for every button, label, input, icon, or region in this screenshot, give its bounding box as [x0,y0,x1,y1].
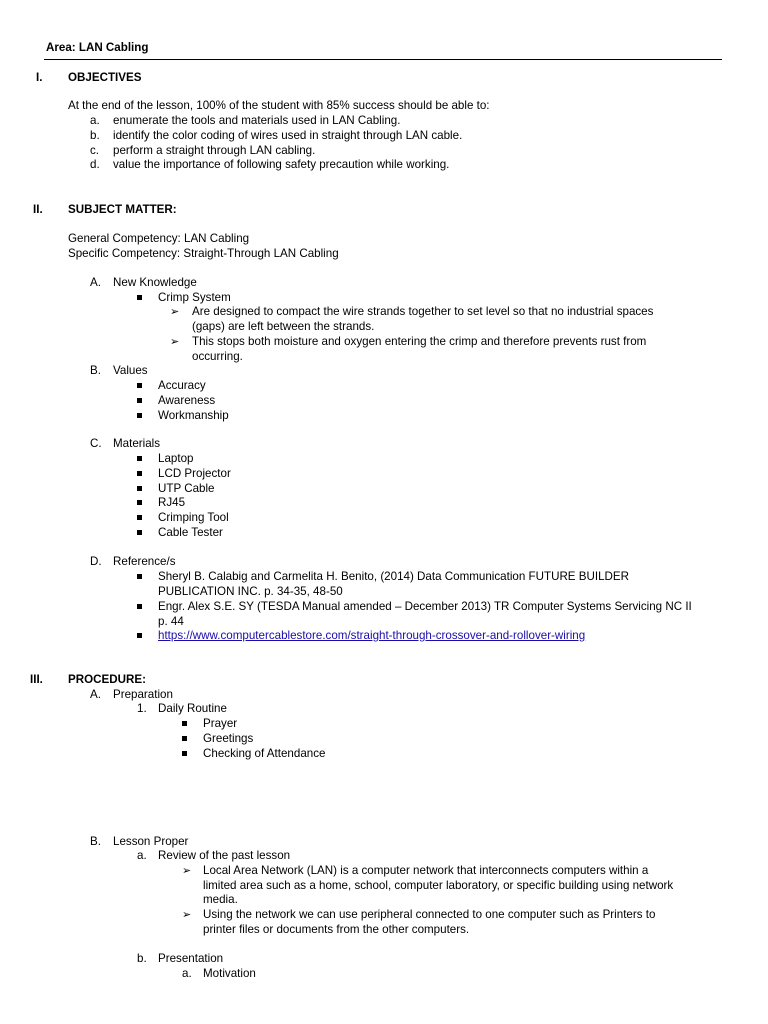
crimp-system-label: Crimp System [158,291,231,304]
square-bullet-icon [137,574,142,579]
presentation-label: Presentation [158,952,224,965]
review-point-line: printer files or documents from the other computers. [203,923,470,936]
subsection-marker: B. [90,835,101,848]
material-item: UTP Cable [158,482,215,495]
value-item: Accuracy [158,379,206,392]
reference-line: Engr. Alex S.E. SY (TESDA Manual amended – December 2013) TR Computer Systems Servicing NC II [158,600,692,613]
subsection-marker: A. [90,688,101,701]
value-item: Workmanship [158,409,229,422]
step-marker: a. [182,967,192,980]
subsection-marker: C. [90,437,102,450]
reference-link[interactable]: https://www.computercablestore.com/straight-through-crossover-and-rollover-wiring [158,629,586,642]
header-rule [44,59,722,60]
material-item: Cable Tester [158,526,223,539]
section-number-procedure: III. [30,673,43,686]
square-bullet-icon [137,295,142,300]
review-label: Review of the past lesson [158,849,291,862]
subsection-marker: B. [90,364,101,377]
arrow-bullet-icon: ➢ [170,335,180,348]
review-point-line: Local Area Network (LAN) is a computer network that interconnects computers within a [203,864,649,877]
objective-marker: a. [90,114,100,127]
objective-item: enumerate the tools and materials used in LAN Cabling. [113,114,401,127]
specific-competency: Specific Competency: Straight-Through LAN Cabling [68,247,339,260]
subject-heading: SUBJECT MATTER: [68,203,177,216]
review-point-line: media. [203,893,238,906]
routine-item: Prayer [203,717,238,730]
square-bullet-icon [182,736,187,741]
square-bullet-icon [137,383,142,388]
motivation-label: Motivation [203,967,256,980]
arrow-bullet-icon: ➢ [182,864,192,877]
daily-routine-label: Daily Routine [158,702,227,715]
material-item: Laptop [158,452,194,465]
review-point-line: limited area such as a home, school, computer laboratory, or specific building using network [203,879,674,892]
lesson-proper-label: Lesson Proper [113,835,189,848]
materials-label: Materials [113,437,161,450]
objectives-heading: OBJECTIVES [68,71,142,84]
square-bullet-icon [137,604,142,609]
area-title: Area: LAN Cabling [46,41,149,54]
arrow-bullet-icon: ➢ [170,305,180,318]
value-item: Awareness [158,394,216,407]
square-bullet-icon [137,471,142,476]
objective-marker: d. [90,158,100,171]
subsection-marker: A. [90,276,101,289]
references-label: Reference/s [113,555,176,568]
preparation-label: Preparation [113,688,173,701]
knowledge-point-line: (gaps) are left between the strands. [192,320,375,333]
material-item: LCD Projector [158,467,231,480]
objective-item: perform a straight through LAN cabling. [113,144,316,157]
objective-item: value the importance of following safety precaution while working. [113,158,450,171]
knowledge-point-line: Are designed to compact the wire strands together to set level so that no industrial spaces [192,305,654,318]
square-bullet-icon [137,413,142,418]
routine-item: Checking of Attendance [203,747,326,760]
square-bullet-icon [137,398,142,403]
values-label: Values [113,364,148,377]
review-point-line: Using the network we can use peripheral connected to one computer such as Printers to [203,908,656,921]
reference-line: PUBLICATION INC. p. 34-35, 48-50 [158,585,343,598]
routine-item: Greetings [203,732,254,745]
objective-item: identify the color coding of wires used in straight through LAN cable. [113,129,463,142]
square-bullet-icon [182,721,187,726]
subsection-marker: D. [90,555,102,568]
step-marker: 1. [137,702,147,715]
material-item: Crimping Tool [158,511,229,524]
arrow-bullet-icon: ➢ [182,908,192,921]
square-bullet-icon [137,456,142,461]
reference-line: p. 44 [158,615,184,628]
objective-marker: b. [90,129,100,142]
reference-line: Sheryl B. Calabig and Carmelita H. Benito, (2014) Data Communication FUTURE BUILDER [158,570,630,583]
procedure-heading: PROCEDURE: [68,673,146,686]
square-bullet-icon [137,500,142,505]
square-bullet-icon [137,530,142,535]
section-number-subject: II. [33,203,43,216]
knowledge-point-line: occurring. [192,350,243,363]
objective-marker: c. [90,144,100,157]
section-number-objectives: I. [36,71,43,84]
square-bullet-icon [182,751,187,756]
knowledge-point-line: This stops both moisture and oxygen entering the crimp and therefore prevents rust from [192,335,647,348]
objectives-intro: At the end of the lesson, 100% of the student with 85% success should be able to: [68,99,490,112]
square-bullet-icon [137,486,142,491]
step-marker: b. [137,952,147,965]
square-bullet-icon [137,515,142,520]
material-item: RJ45 [158,496,186,509]
square-bullet-icon [137,633,142,638]
step-marker: a. [137,849,147,862]
new-knowledge-label: New Knowledge [113,276,197,289]
general-competency: General Competency: LAN Cabling [68,232,250,245]
